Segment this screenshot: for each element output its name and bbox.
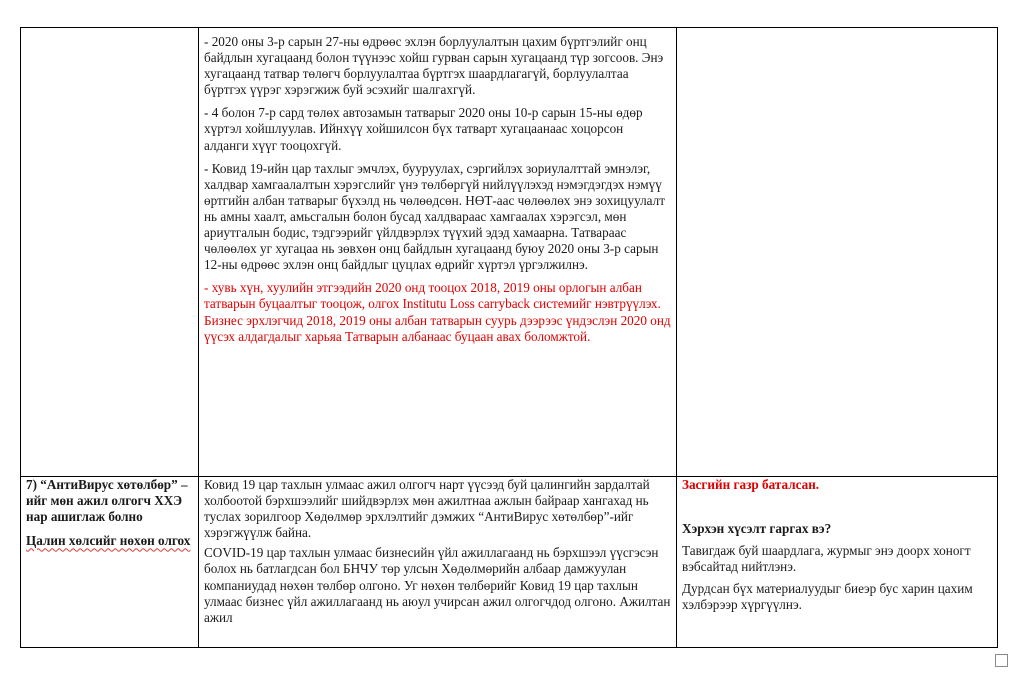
table-cell-empty xyxy=(21,28,199,477)
paragraph: Ковид 19 цар тахлын улмаас ажил олгогч нарт үүсээд буй цалингийн зардалтай холбоотой бэрхшээлийг шийдвэрлэх мөн ажилтнаа ажлын байраар хангахад нь туслах зорилгоор Хөдөлмөр эрхлэлтийг дэмжих “АнтиВирус хөтөлбөр”-ийг хэрэгжүүлж байна. xyxy=(204,477,650,541)
paragraph-highlighted: - хувь хүн, хуулийн этгээдийн 2020 онд тооцох 2018, 2019 оны орлогын албан татварын буцаалтыг тооцож, олгох Institutu Loss carryback системийг нэвтрүүлэх. Бизнес эрхлэгчид 2018, 2019 оны албан татварын суурь дээрээс үндэслэн 2020 онд үүсэх алдагдалыг харьяа Татварын албанаас буцаан авах боломжтой. xyxy=(204,280,671,344)
paragraph: COVID-19 цар тахлын улмаас бизнесийн үйл ажиллагаанд нь бэрхшээл үүсгэсэн болох нь батлагдсан бол БНЧУ төр улсын Хөдөлмөрийн албаар дамжуулан компаниудад нөхөн төлбөр олгоно. Уг нөхөн төлбөрийг Ковид 19 цар тахлын улмаас бизнес үйл ажиллагаанд нь аюул учирсан ажил олгогчдод олгоно. Ажилтан ажил xyxy=(204,545,671,625)
table-cell-status xyxy=(677,477,998,648)
paragraph: - 4 болон 7-р сард төлөх автозамын татварыг 2020 оны 10-р сарын 15-ны өдөр хүртэл хойшлуулав. Ийнхүү хойшилсон бүх татварт хугацаанаас хоцорсон алданги хүүг тооцохгүй. xyxy=(204,105,643,153)
table-resize-handle[interactable] xyxy=(995,654,1008,667)
table-row xyxy=(21,477,998,648)
paragraph: - 2020 оны 3-р сарын 27-ны өдрөөс эхлэн борлуулалтын цахим бүртгэлийг онц байдлын хугацаанд болон түүнээс хойш гурван сарын хугацаанд түр зогсоов. Энэ хугацаанд татвар төлөгч борлуулалтаа бүртгэх шаардлагагүй, борлуулалтаа бүртгэх үүрэг хэрэгжиж буй эсэхийг шалгахгүй. xyxy=(204,34,664,98)
paragraph: Тавигдаж буй шаардлага, журмыг энэ доорх хоногт вэбсайтад нийтлэнэ. xyxy=(682,543,971,575)
question-heading: Хэрхэн хүсэлт гаргах вэ? xyxy=(682,521,832,537)
table-cell-description xyxy=(199,477,677,648)
paragraph: Дурдсан бүх материалуудыг биеэр бус харин цахим хэлбэрээр хүргүүлнэ. xyxy=(682,581,973,613)
program-heading: 7) “АнтиВирус хөтөлбөр” –ийг мөн ажил олгогч ХХЭ нар ашиглаж болно xyxy=(26,477,188,525)
table-cell-measures xyxy=(199,28,677,477)
table-cell-empty xyxy=(677,28,998,477)
table-cell-program xyxy=(21,477,199,648)
measures-table xyxy=(20,27,998,648)
table-row xyxy=(21,28,998,477)
status-text: Засгийн газр баталсан. xyxy=(682,477,820,492)
paragraph: - Ковид 19-ийн цар тахлыг эмчлэх, бууруулах, сэргийлэх зориулалттай эмнэлэг, халдвар хамгаалалтын хэрэгслийг үнэ төлбөргүй нийлүүлэхэд нэмэгдэгдэх нэмүү өртгийн албан татварыг бүхэлд нь чөлөөдсөн. НӨТ-аас чөлөөлөх энэ зохицуулалт нь амны хаалт, амьсгалын болон бусад халдвараас хамгаалах хэрэгсэл, мөн ариутгалын бодис, тэдгээрийг үйлдвэрлэх түүхий эдэд хамаарна. Татвараас чөлөөлөх уг хугацаа нь зөвхөн онц байдлын хугацаанд буюу 2020 оны 3-р сарын 12-ны өдрөөс эхлэн онц байдлыг цуцлах өдрийг хүртэл үргэлжилнэ. xyxy=(204,160,665,273)
program-subheading: Цалин хөлсийг нөхөн олгох xyxy=(26,533,191,549)
